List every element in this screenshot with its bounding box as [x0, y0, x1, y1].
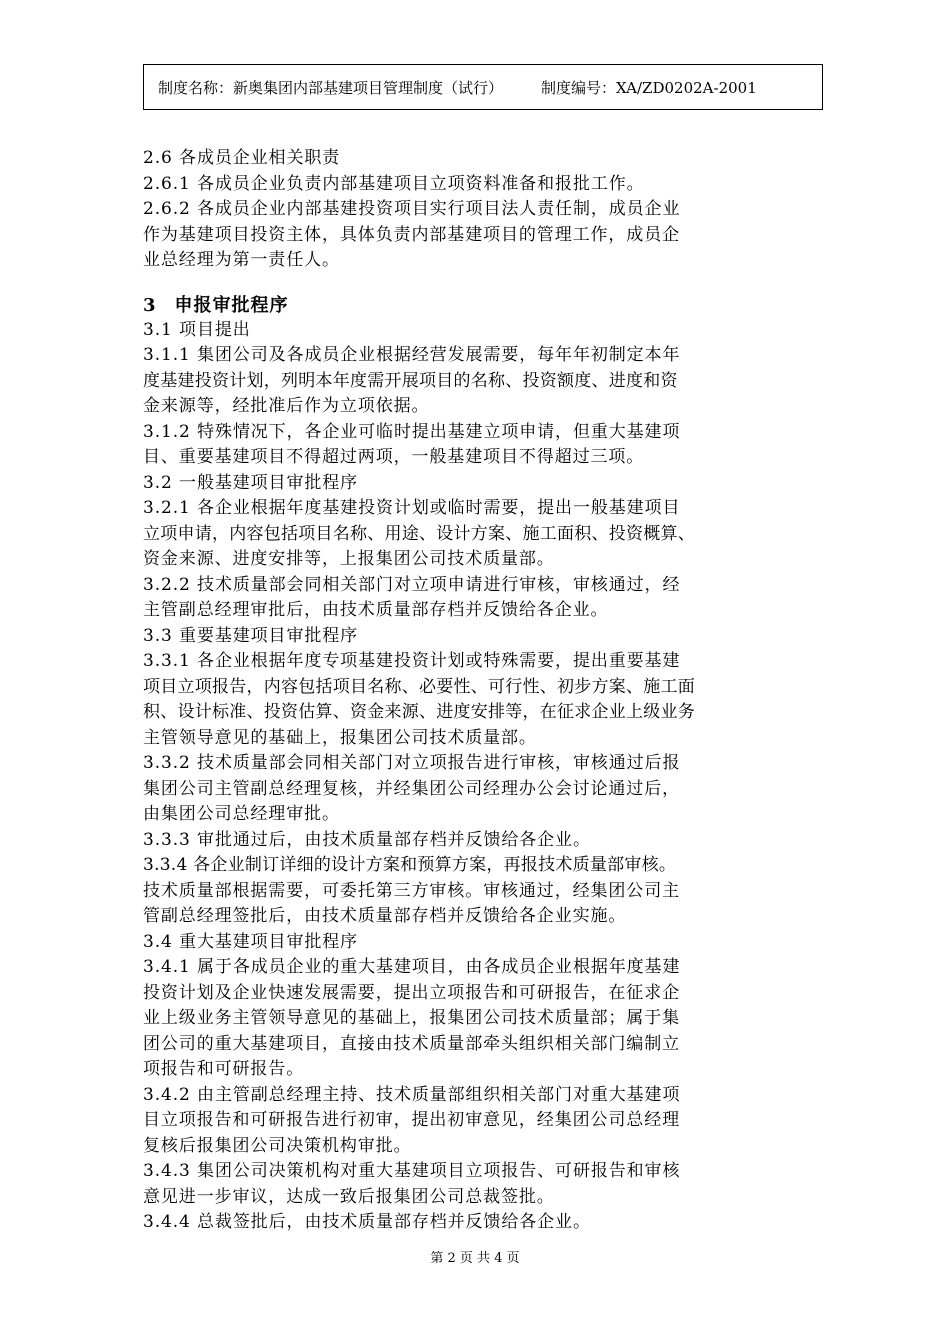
text-line: 项目立项报告，内容包括项目名称、必要性、可行性、初步方案、施工面: [143, 676, 695, 697]
text-line: 3.3.3 审批通过后，由技术质量部存档并反馈给各企业。: [143, 829, 591, 850]
regulation-code: 制度编号：XA/ZD0202A-2001: [541, 78, 757, 97]
text-line: 3.4.2 由主管副总经理主持、技术质量部组织相关部门对重大基建项: [143, 1084, 681, 1105]
text-line: 复核后报集团公司决策机构审批。: [143, 1135, 412, 1156]
text-line: 3.2.1 各企业根据年度基建投资计划或临时需要，提出一般基建项目: [143, 498, 681, 518]
text-line: 金来源等，经批准后作为立项依据。: [143, 396, 430, 416]
text-line: 3.2 一般基建项目审批程序: [143, 472, 359, 493]
text-line: 团公司的重大基建项目，直接由技术质量部牵头组织相关部门编制立: [143, 1033, 680, 1054]
text-line: 集团公司主管副总经理复核，并经集团公司经理办公会讨论通过后，: [143, 778, 680, 799]
text-line: 主管副总经理审批后，由技术质量部存档并反馈给各企业。: [143, 600, 609, 620]
text-line: 主管领导意见的基础上，报集团公司技术质量部。: [143, 727, 537, 748]
text-line: 3.3 重要基建项目审批程序: [143, 625, 359, 646]
text-line: 业总经理为第一责任人。: [143, 250, 340, 270]
text-line: 立项申请，内容包括项目名称、用途、设计方案、施工面积、投资概算、: [143, 523, 695, 544]
text-line: 3.4 重大基建项目审批程序: [143, 931, 359, 952]
text-line: 3.2.2 技术质量部会同相关部门对立项申请进行审核，审核通过，经: [143, 574, 681, 595]
text-line: 技术质量部根据需要，可委托第三方审核。审核通过，经集团公司主: [143, 880, 680, 901]
section-number: 3: [143, 294, 157, 316]
page-number: 第 2 页 共 4 页: [430, 1251, 520, 1266]
text-line: 目、重要基建项目不得超过两项，一般基建项目不得超过三项。: [143, 447, 645, 467]
text-line: 3.4.3 集团公司决策机构对重大基建项目立项报告、可研报告和审核: [143, 1161, 681, 1181]
text-line: 2.6 各成员企业相关职责: [143, 148, 341, 168]
text-line: 3.1.2 特殊情况下，各企业可临时提出基建立项申请，但重大基建项: [143, 421, 681, 442]
text-line: 管副总经理签批后，由技术质量部存档并反馈给各企业实施。: [143, 906, 627, 926]
text-line: 3.3.4 各企业制订详细的设计方案和预算方案，再报技术质量部审核。: [143, 855, 677, 875]
text-line: 3.4.4 总裁签批后，由技术质量部存档并反馈给各企业。: [143, 1212, 591, 1232]
text-line: 目立项报告和可研报告进行初审，提出初审意见，经集团公司总经理: [143, 1110, 680, 1130]
text-line: 2.6.2 各成员企业内部基建投资项目实行项目法人责任制，成员企业: [143, 199, 681, 219]
section-title: 申报审批程序: [174, 294, 289, 316]
text-line: 度基建投资计划，列明本年度需开展项目的名称、投资额度、进度和资: [143, 370, 678, 391]
text-line: 3.4.1 属于各成员企业的重大基建项目，由各成员企业根据年度基建: [143, 957, 681, 977]
regulation-name: 制度名称：新奥集团内部基建项目管理制度（试行）: [158, 78, 504, 97]
text-line: 3.1.1 集团公司及各成员企业根据经营发展需要，每年年初制定本年: [143, 345, 681, 365]
text-line: 3.3.2 技术质量部会同相关部门对立项报告进行审核，审核通过后报: [143, 753, 681, 773]
text-line: 业上级业务主管领导意见的基础上，报集团公司技术质量部；属于集: [143, 1008, 680, 1028]
text-line: 积、设计标准、投资估算、资金来源、进度安排等，在征求企业上级业务: [143, 702, 695, 722]
text-line: 由集团公司总经理审批。: [143, 804, 340, 824]
text-line: 3.1 项目提出: [143, 319, 251, 340]
text-line: 意见进一步审议，达成一致后报集团公司总裁签批。: [143, 1186, 555, 1207]
section-heading: [143, 293, 833, 318]
text-line: 投资计划及企业快速发展需要，提出立项报告和可研报告，在征求企: [143, 982, 680, 1003]
document-body: [143, 146, 833, 1236]
text-line: 3.3.1 各企业根据年度专项基建投资计划或特殊需要，提出重要基建: [143, 651, 681, 671]
text-line: 作为基建项目投资主体，具体负责内部基建项目的管理工作，成员企: [143, 224, 680, 245]
text-line: 2.6.1 各成员企业负责内部基建项目立项资料准备和报批工作。: [143, 173, 645, 194]
document-header: [143, 64, 823, 110]
text-line: 资金来源、进度安排等，上报集团公司技术质量部。: [143, 549, 555, 569]
text-line: 项报告和可研报告。: [143, 1059, 305, 1079]
